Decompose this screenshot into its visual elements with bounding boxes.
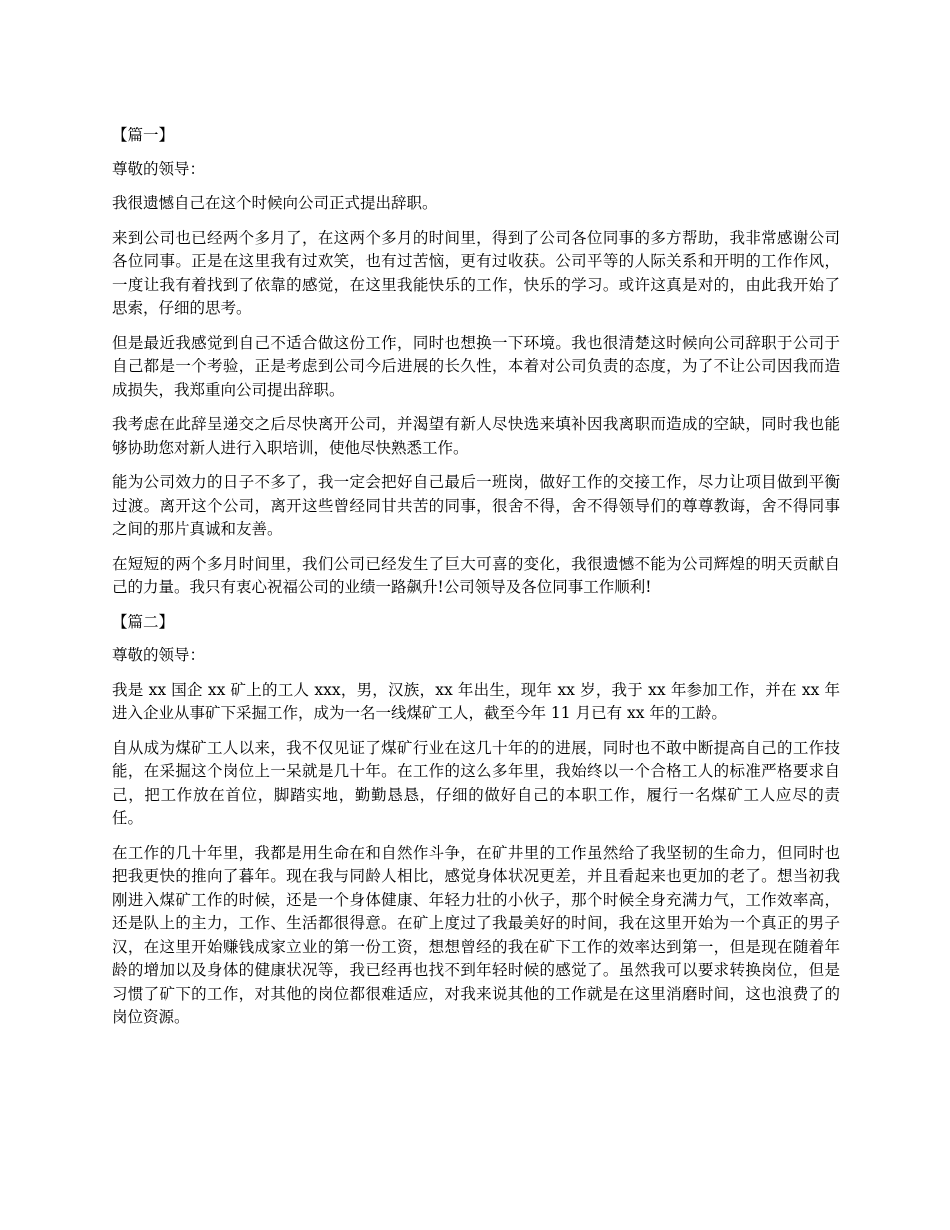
paragraph: 我很遗憾自己在这个时候向公司正式提出辞职。 <box>112 194 438 212</box>
document-body <box>112 124 840 1041</box>
paragraph: 自从成为煤矿工人以来，我不仅见证了煤矿行业在这几十年的的进展，同时也不敢中断提高自己的工作技能，在采掘这个岗位上一呆就是几十年。在工作的这么多年里，我始终以一个合格工人的标准严格要求自己，把工作放在首位，脚踏实地，勤勤恳恳，仔细的做好自己的本职工作，履行一名煤矿工人应尽的责任。 <box>112 738 840 827</box>
paragraph: 能为公司效力的日子不多了，我一定会把好自己最后一班岗，做好工作的交接工作，尽力让项目做到平衡过渡。离开这个公司，离开这些曾经同甘共苦的同事，很舍不得，舍不得领导们的尊尊教诲，舍不得同事之间的那片真诚和友善。 <box>112 473 840 538</box>
section-heading: 【篇一】 <box>112 126 175 144</box>
paragraph: 来到公司也已经两个多月了，在这两个多月的时间里，得到了公司各位同事的多方帮助，我非常感谢公司各位同事。正是在这里我有过欢笑，也有过苦恼，更有过收获。公司平等的人际关系和开明的工作作风，一度让我有着找到了依靠的感觉，在这里我能快乐的工作，快乐的学习。或许这真是对的，由此我开始了思索，仔细的思考。 <box>112 228 840 317</box>
paragraph: 但是最近我感觉到自己不适合做这份工作，同时也想换一下环境。我也很清楚这时候向公司辞职于公司于自己都是一个考验，正是考虑到公司今后进展的长久性，本着对公司负责的态度，为了不让公司因我而造成损失，我郑重向公司提出辞职。 <box>112 333 840 399</box>
paragraph: 在短短的两个多月时间里，我们公司已经发生了巨大可喜的变化，我很遗憾不能为公司辉煌的明天贡献自己的力量。我只有衷心祝福公司的业绩一路飙升!公司领导及各位同事工作顺利! <box>112 554 840 596</box>
salutation: 尊敬的领导： <box>112 159 206 178</box>
salutation: 尊敬的领导： <box>112 646 206 664</box>
paragraph: 我是 xx 国企 xx 矿上的工人 xxx，男，汉族，xx 年出生，现年 xx 岁，我于 xx 年参加工作，并在 xx 年进入企业从事矿下采掘工作，成为一名一线煤矿工人，截至今年 11 月已有 xx 年的工龄。 <box>112 680 840 722</box>
section-heading: 【篇二】 <box>112 612 175 631</box>
paragraph: 我考虑在此辞呈递交之后尽快离开公司，并渴望有新人尽快选来填补因我离职而造成的空缺，同时我也能够协助您对新人进行入职培训，使他尽快熟悉工作。 <box>112 415 840 457</box>
paragraph: 在工作的几十年里，我都是用生命在和自然作斗争，在矿井里的工作虽然给了我坚韧的生命力，但同时也把我更快的推向了暮年。现在我与同龄人相比，感觉身体状况更差，并且看起来也更加的老了。想当初我刚进入煤矿工作的时候，还是一个身体健康、年轻力壮的小伙子，那个时候全身充满力气，工作效率高，还是队上的主力，工作、生活都很得意。在矿上度过了我最美好的时间，我在这里开始为一个真正的男子汉，在这里开始赚钱成家立业的第一份工资，想想曾经的我在矿下工作的效率达到第一，但是现在随着年龄的增加以及身体的健康状况等，我已经再也找不到年轻时候的感觉了。虽然我可以要求转换岗位，但是习惯了矿下的工作，对其他的岗位都很难适应，对我来说其他的工作就是在这里消磨时间，这也浪费了的岗位资源。 <box>112 843 840 1026</box>
